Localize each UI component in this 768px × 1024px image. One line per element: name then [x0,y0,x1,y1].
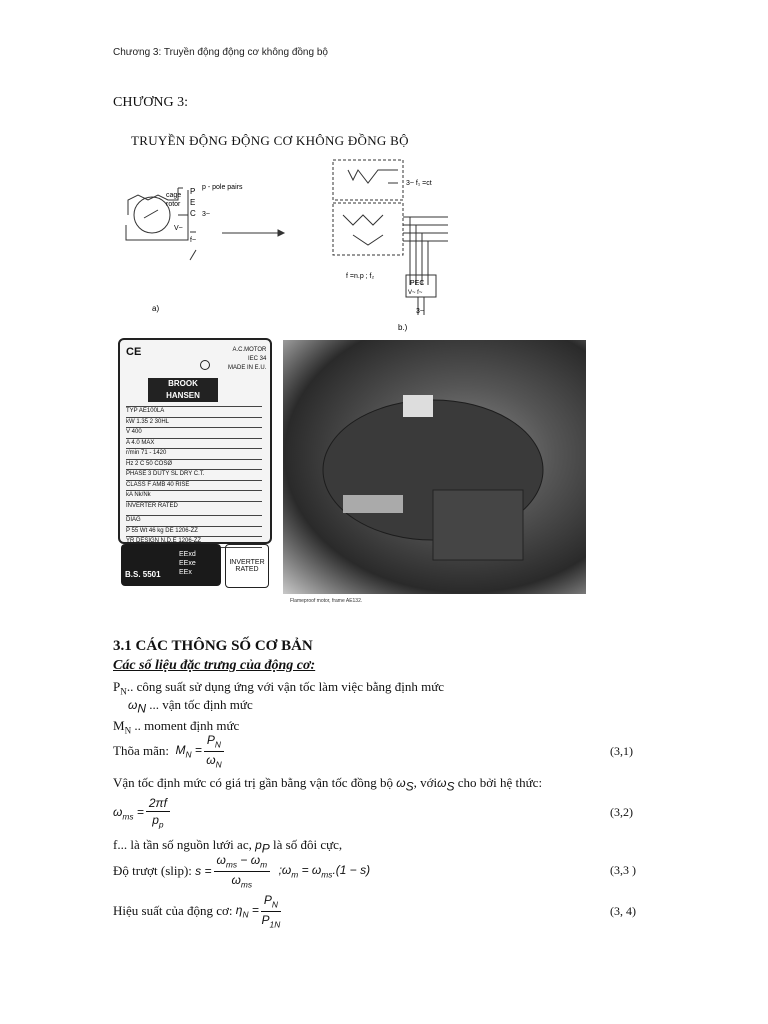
nameplate-row: Hz 2 C 50 COSØ [126,459,262,470]
nameplate-row: P 55 Wt 46 kg DE 1206-ZZ [126,526,262,537]
motor-label [403,395,433,417]
equation-number: (3, 4) [610,904,636,918]
phase-label: 3~ [202,211,210,218]
nameplate-row: INVERTER RATED [126,501,262,512]
nameplate-row: A 4.0 MAX [126,438,262,449]
section-subtitle: Các số liệu đặc trưng của động cơ: [113,658,316,673]
phase-b-label: 3~ [416,308,424,315]
supply-label: 3~ f₁ =ct [406,180,432,187]
equation-number: (3,1) [610,744,633,758]
cert-lines [179,550,196,577]
motor-shaft [343,495,403,513]
side-line: MADE IN E.U. [228,365,267,371]
equation-number: (3,2) [610,805,633,819]
sync-speed-text: Vận tốc định mức có giá trị gần bằng vận tốc đồng bộ $\omega_S$, vớiω$_S$ cho bởi hệ thức: [113,775,543,794]
nameplate-row: DIAG [126,515,262,526]
motor-nameplate [118,338,272,544]
brand-logo [148,378,218,402]
cert-line: EEx [179,569,192,576]
figure-b-caption: b.) [398,323,408,332]
e-label: E [190,198,196,207]
certification-label [121,544,221,586]
nameplate-row: PHASE 3 DUTY SL DRY C.T. [126,469,262,480]
motor-photo [283,340,586,594]
equation-3-1: Thõa mãn: $M_N$ = $\frac{P_N}{\omega_N}$ [113,734,226,768]
inverter-rated-badge: INVERTER RATED [225,544,269,588]
equation-number: (3,3 ) [610,863,636,877]
pole-pairs-label: p - pole pairs [202,184,243,191]
section-title: 3.1 CÁC THÔNG SỐ CƠ BẢN [113,638,313,654]
ce-mark: CE [126,346,142,358]
freq-pole-text: f... là tần số nguồn lưới ac, $p_P$ là số đôi cực, [113,837,343,856]
nameplate-row: kA Nk/Nk [126,490,262,501]
logo-top: BROOK [168,379,198,388]
terminal-box [433,490,523,560]
cert-line: EExd [179,551,196,558]
figure-b-diagram [328,155,488,335]
nameplate-row: TYP AE100LA [126,406,262,417]
side-line: IEC 34 [248,356,267,362]
pec-label: PEC [410,280,425,287]
v-label: V~ [174,225,183,232]
pn-definition: $P_N$.. công suất sử dụng ứng với vận tốc làm việc bằng định mức [113,679,445,697]
equation-3-3: Độ trượt (slip): s = $\frac{\omega_{ms} - \omega_m}{\omega_{ms}}$ $;\omega_m = \omega_{ms}.(1 - s)$ [113,853,371,889]
f-label: f~ [190,237,197,244]
equation-3-4: Hiệu suất của động cơ: $\eta_N$ = $\frac{P_N}{P_{1N}}$ [113,893,281,929]
logo-bottom: HANSEN [166,391,200,400]
mn-definition: $M_N$ .. moment định mức [113,718,240,736]
p-label: P [190,187,196,196]
equation-3-2: $\omega_{ms}$ = $\frac{2\pi f}{p_p}$ [113,795,172,831]
screw-hole [200,360,210,370]
pec-io-label: V~ f~ [408,290,423,296]
nameplate-row: r/min 71 - 1420 [126,448,262,459]
photo-caption: Flameproof motor, frame AE132. [290,598,363,604]
nameplate-row: CLASS F AMB 40 RISE [126,480,262,491]
chapter-title: TRUYỀN ĐỘNG ĐỘNG CƠ KHÔNG ĐỒNG BỘ [131,133,409,148]
nameplate-side [228,346,266,373]
nameplate-row: V 400 [126,427,262,438]
freq-label: f =n.p ; f₂ [346,273,375,280]
motor-illustration [283,340,586,594]
c-label: C [190,209,196,218]
figure-a-caption: a) [152,304,160,313]
nameplate-row: kW 1.35 2 30HL [126,417,262,428]
nameplate-rows [126,406,262,557]
running-header: Chương 3: Truyền động động cơ không đồng bộ [113,47,328,58]
cert-standard: B.S. 5501 [125,570,161,579]
side-line: A.C.MOTOR [232,347,267,353]
rotor-label: rotor [166,201,181,208]
chapter-label: CHƯƠNG 3: [113,95,189,110]
cage-label: cage [166,192,182,199]
wn-definition: $\omega_N$ ... vận tốc định mức [128,697,253,716]
nameplate-row: YR DESIGN N.D.E 1206-ZZ [126,536,262,547]
cert-line: EExe [179,560,196,567]
